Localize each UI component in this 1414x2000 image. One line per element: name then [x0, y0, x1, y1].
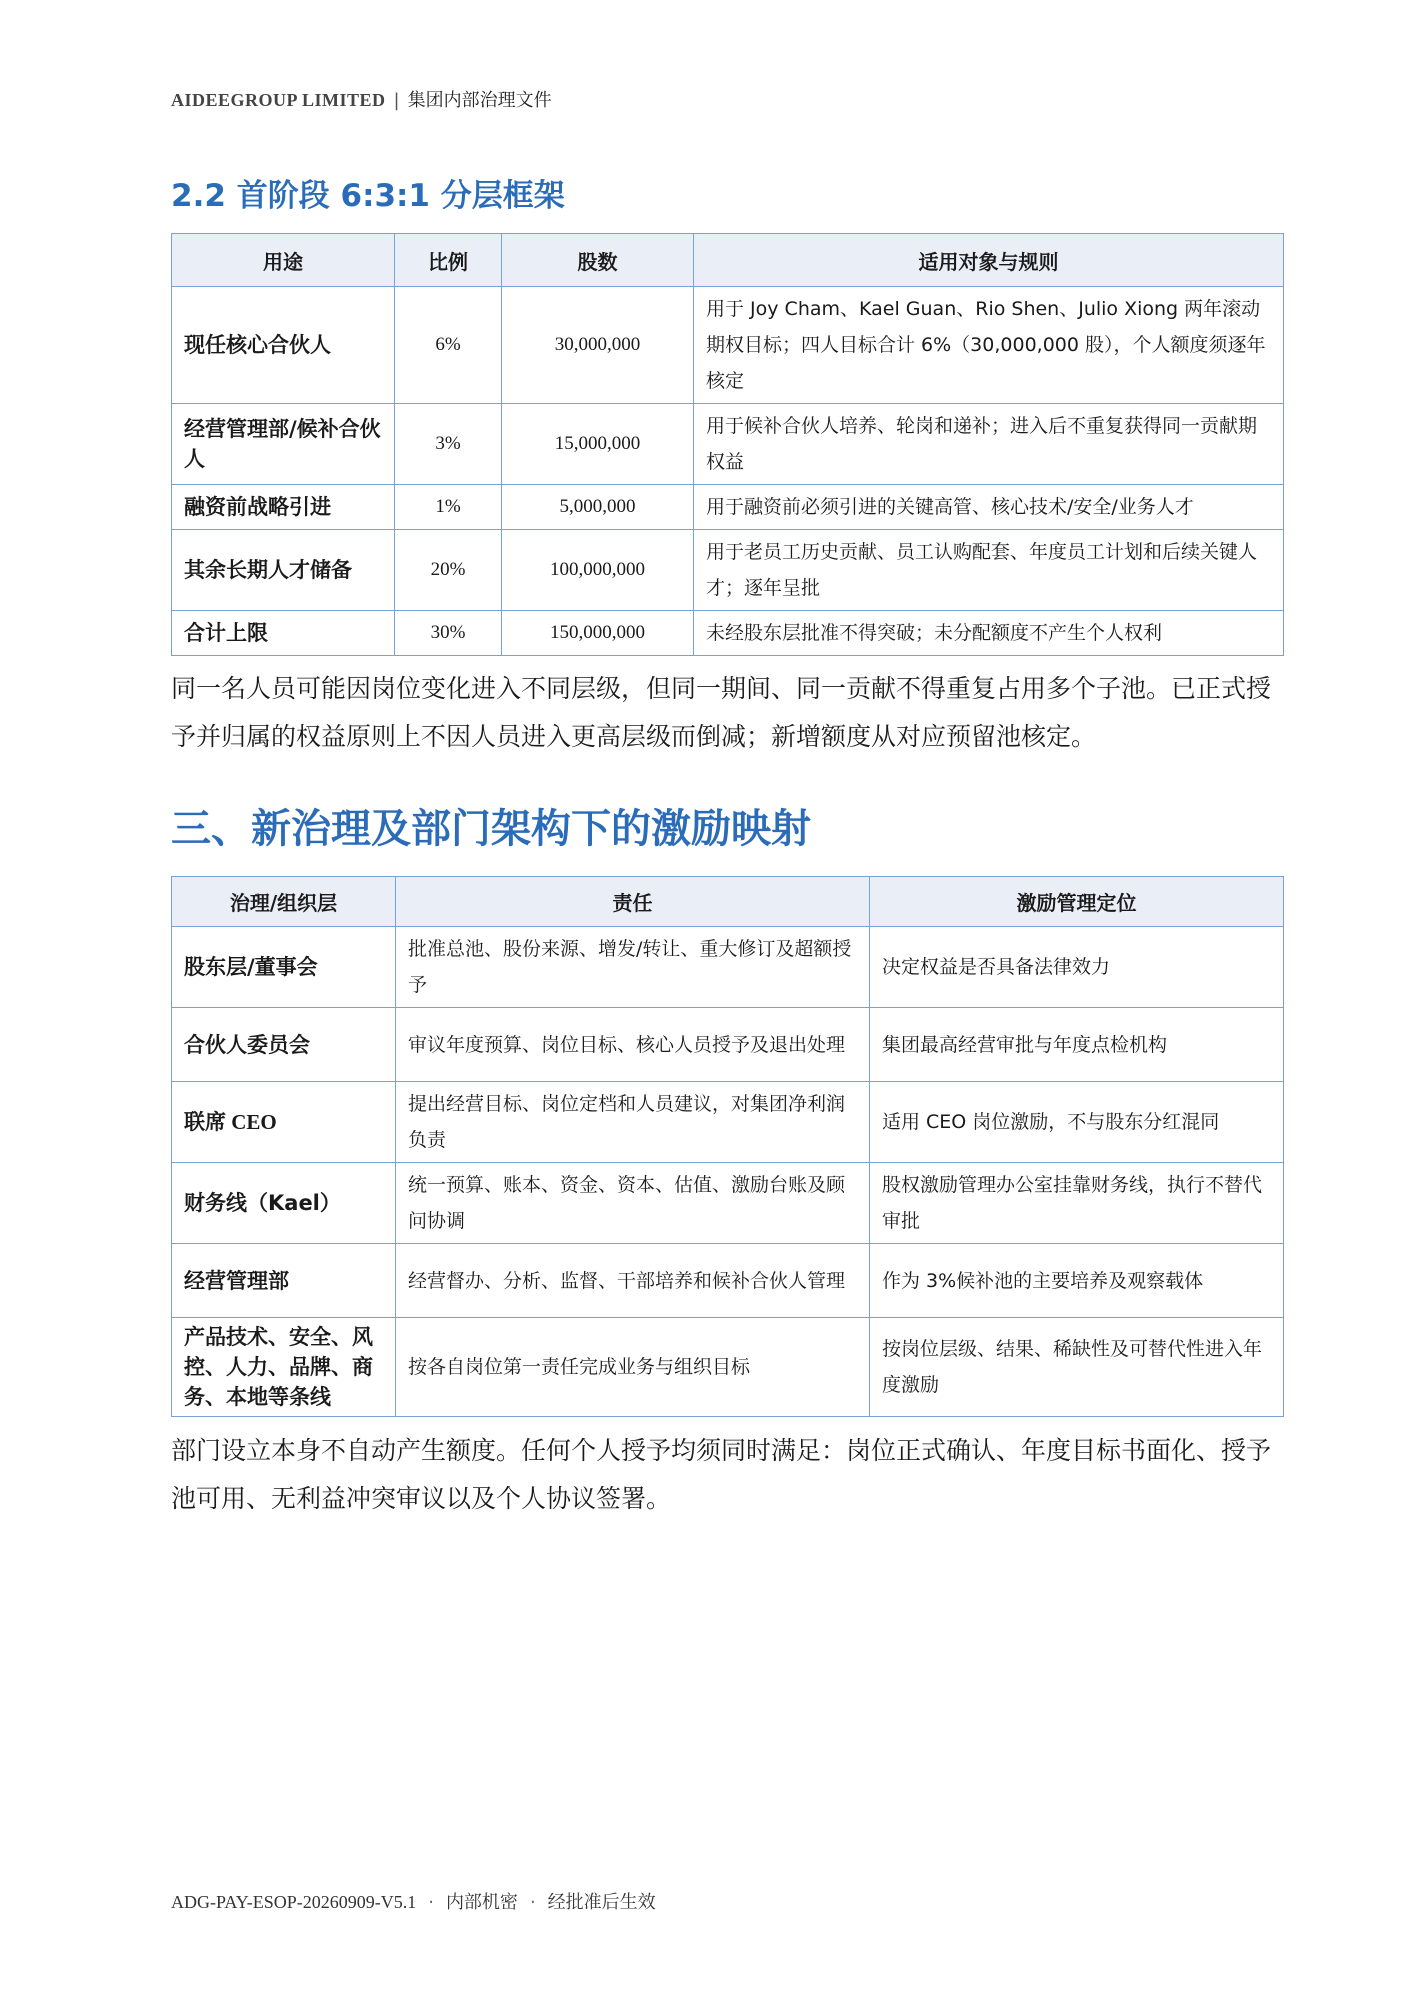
table-row: [172, 530, 1284, 611]
ratio-cell: 6%: [395, 287, 502, 404]
rule-cell: 用于老员工历史贡献、员工认购配套、年度员工计划和后续关键人才；逐年呈批: [694, 530, 1284, 611]
col-header-shares: 股数: [502, 234, 694, 287]
col-header-ratio: 比例: [395, 234, 502, 287]
duty-cell: 审议年度预算、岗位目标、核心人员授予及退出处理: [396, 1008, 870, 1082]
shares-cell: 100,000,000: [502, 530, 694, 611]
position-cell: 决定权益是否具备法律效力: [870, 927, 1284, 1008]
footer-dot: ·: [428, 1892, 434, 1913]
purpose-cell: 经营管理部/候补合伙人: [172, 404, 395, 485]
table-row: [172, 1163, 1284, 1244]
header-separator: |: [393, 90, 400, 111]
position-cell: 作为 3%候补池的主要培养及观察载体: [870, 1244, 1284, 1318]
duty-cell: 经营督办、分析、监督、干部培养和候补合伙人管理: [396, 1244, 870, 1318]
ratio-cell: 30%: [395, 611, 502, 656]
page-header: [171, 86, 552, 112]
org-name: AIDEEGROUP LIMITED: [171, 90, 386, 110]
duty-cell: 批准总池、股份来源、增发/转让、重大修订及超额授予: [396, 927, 870, 1008]
table-row: [172, 611, 1284, 656]
doc-id: ADG-PAY-ESOP-20260909-V5.1: [171, 1892, 417, 1912]
table-row: [172, 1244, 1284, 1318]
ratio-cell: 1%: [395, 485, 502, 530]
grant-conditions-note: 部门设立本身不自动产生额度。任何个人授予均须同时满足：岗位正式确认、年度目标书面化、授予池可用、无利益冲突审议以及个人协议签署。: [171, 1436, 1272, 1513]
purpose-cell: 融资前战略引进: [172, 485, 395, 530]
pool-note: 同一名人员可能因岗位变化进入不同层级，但同一期间、同一贡献不得重复占用多个子池。已正式授予并归属的权益原则上不因人员进入更高层级而倒减；新增额度从对应预留池核定。: [171, 674, 1272, 751]
ratio-cell: 20%: [395, 530, 502, 611]
purpose-cell: 合计上限: [172, 611, 395, 656]
rule-cell: 用于融资前必须引进的关键高管、核心技术/安全/业务人才: [694, 485, 1284, 530]
table-row: [172, 927, 1284, 1008]
ratio-cell: 3%: [395, 404, 502, 485]
col-header-layer: 治理/组织层: [172, 877, 396, 927]
table-header-row: [172, 877, 1284, 927]
table-row: [172, 1318, 1284, 1417]
col-header-duty: 责任: [396, 877, 870, 927]
position-cell: 适用 CEO 岗位激励，不与股东分红混同: [870, 1082, 1284, 1163]
doc-type: 集团内部治理文件: [407, 90, 552, 111]
col-header-position: 激励管理定位: [870, 877, 1284, 927]
governance-table: [171, 876, 1284, 1417]
layer-cell: 产品技术、安全、风控、人力、品牌、商务、本地等条线: [172, 1318, 396, 1417]
table-row: [172, 1008, 1284, 1082]
layer-cell: 联席 CEO: [172, 1082, 396, 1163]
section-2-2-title: 2.2 首阶段 6:3:1 分层框架: [171, 178, 565, 214]
duty-cell: 统一预算、账本、资金、资本、估值、激励台账及顾问协调: [396, 1163, 870, 1244]
rule-cell: 未经股东层批准不得突破；未分配额度不产生个人权利: [694, 611, 1284, 656]
table-row: [172, 404, 1284, 485]
position-cell: 集团最高经营审批与年度点检机构: [870, 1008, 1284, 1082]
duty-cell: 提出经营目标、岗位定档和人员建议，对集团净利润负责: [396, 1082, 870, 1163]
rule-cell: 用于候补合伙人培养、轮岗和递补；进入后不重复获得同一贡献期权益: [694, 404, 1284, 485]
confidential-label: 内部机密: [445, 1892, 518, 1913]
shares-cell: 150,000,000: [502, 611, 694, 656]
col-header-purpose: 用途: [172, 234, 395, 287]
page-footer: [171, 1888, 656, 1914]
layer-cell: 经营管理部: [172, 1244, 396, 1318]
table-row: [172, 287, 1284, 404]
position-cell: 按岗位层级、结果、稀缺性及可替代性进入年度激励: [870, 1318, 1284, 1417]
layer-cell: 财务线（Kael）: [172, 1163, 396, 1244]
footer-dot: ·: [529, 1892, 536, 1913]
shares-cell: 30,000,000: [502, 287, 694, 404]
layer-cell: 合伙人委员会: [172, 1008, 396, 1082]
position-cell: 股权激励管理办公室挂靠财务线，执行不替代审批: [870, 1163, 1284, 1244]
shares-cell: 5,000,000: [502, 485, 694, 530]
effective-label: 经批准后生效: [547, 1892, 656, 1913]
duty-cell: 按各自岗位第一责任完成业务与组织目标: [396, 1318, 870, 1417]
purpose-cell: 其余长期人才储备: [172, 530, 395, 611]
col-header-rules: 适用对象与规则: [694, 234, 1284, 287]
rule-cell: 用于 Joy Cham、Kael Guan、Rio Shen、Julio Xiong 两年滚动期权目标；四人目标合计 6%（30,000,000 股），个人额度须逐年核定: [694, 287, 1284, 404]
table-row: [172, 1082, 1284, 1163]
table-row: [172, 485, 1284, 530]
section-3-title: 三、新治理及部门架构下的激励映射: [171, 806, 811, 852]
purpose-cell: 现任核心合伙人: [172, 287, 395, 404]
layer-cell: 股东层/董事会: [172, 927, 396, 1008]
table-header-row: [172, 234, 1284, 287]
shares-cell: 15,000,000: [502, 404, 694, 485]
allocation-table: [171, 233, 1284, 656]
